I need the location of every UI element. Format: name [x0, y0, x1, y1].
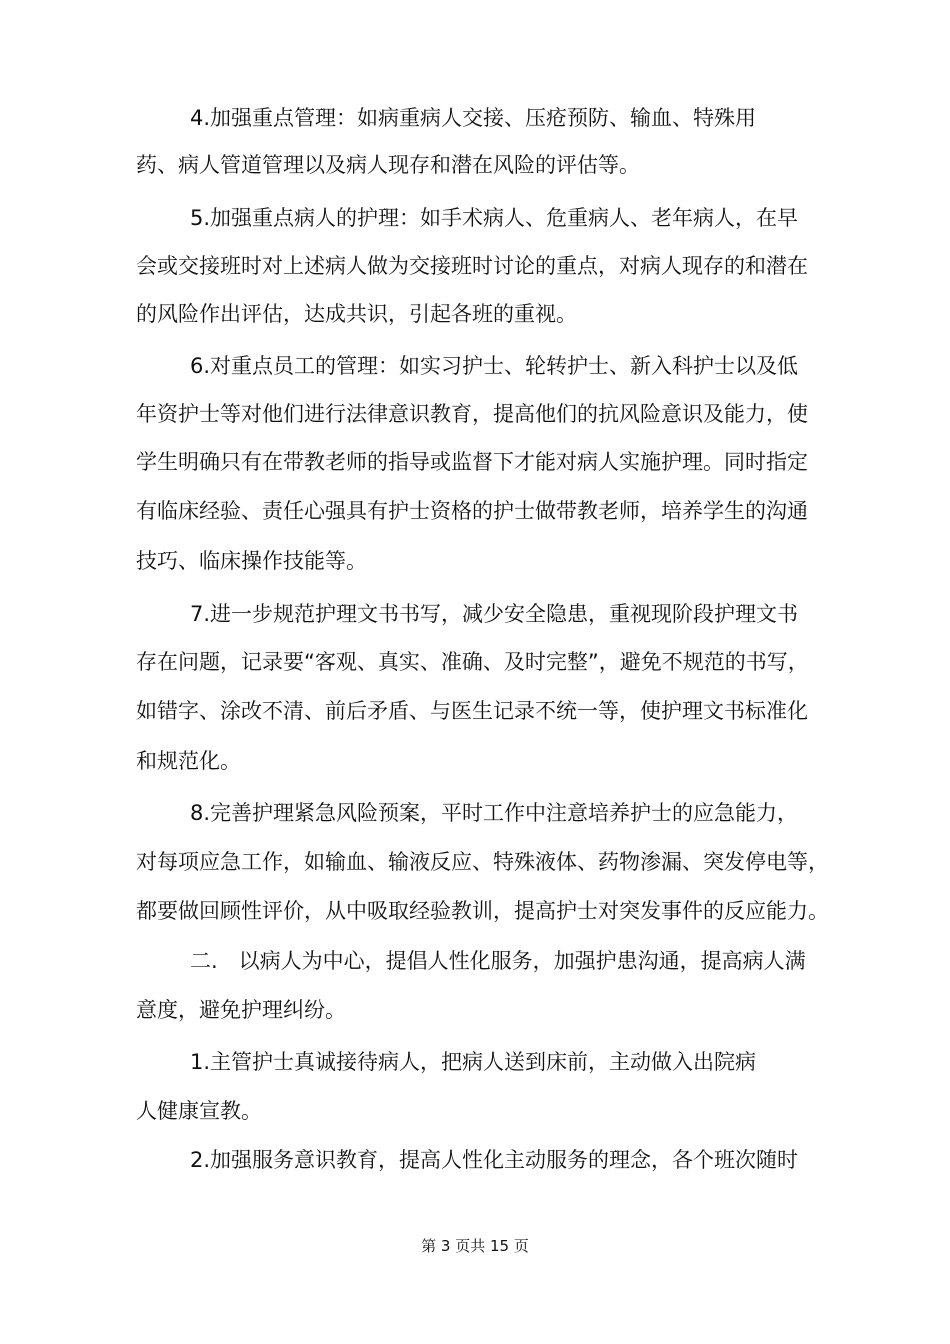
text-line: 药、病人管道管理以及病人现存和潜在风险的评估等。: [136, 153, 640, 177]
text-line: 如错字、涂改不清、前后矛盾、与医生记录不统一等，使护理文书标准化: [136, 699, 808, 723]
text-line: 都要做回顾性评价，从中吸取经验教训，提高护士对突发事件的反应能力。: [136, 899, 829, 923]
text-line: 5.加强重点病人的护理：如手术病人、危重病人、老年病人，在早: [190, 206, 799, 230]
text-line: 7.进一步规范护理文书书写，减少安全隐患，重视现阶段护理文书: [190, 602, 799, 626]
text-line: 8.完善护理紧急风险预案，平时工作中注意培养护士的应急能力，: [190, 801, 799, 825]
text-line: 6.对重点员工的管理：如实习护士、轮转护士、新入科护士以及低: [190, 354, 799, 378]
text-line: 技巧、临床操作技能等。: [136, 549, 367, 573]
text-line: 学生明确只有在带教老师的指导或监督下才能对病人实施护理。同时指定: [136, 450, 808, 474]
text-line: 会或交接班时对上述病人做为交接班时讨论的重点，对病人现存的和潜在: [136, 254, 808, 278]
page-number-footer: 第 3 页共 15 页: [421, 1237, 529, 1255]
section-heading: 二. 以病人为中心，提倡人性化服务，加强护患沟通，提高病人满: [190, 949, 806, 973]
text-line: 年资护士等对他们进行法律意识教育，提高他们的抗风险意识及能力，使: [136, 402, 808, 426]
text-line: 的风险作出评估，达成共识，引起各班的重视。: [136, 302, 577, 326]
text-line: 有临床经验、责任心强具有护士资格的护士做带教老师，培养学生的沟通: [136, 499, 808, 523]
text-line: 2.加强服务意识教育，提高人性化主动服务的理念，各个班次随时: [190, 1148, 799, 1172]
text-line: 意度，避免护理纠纷。: [136, 998, 346, 1022]
text-line: 存在问题，记录要“客观、真实、准确、及时完整”，避免不规范的书写，: [136, 650, 809, 674]
text-line: 和规范化。: [136, 749, 241, 773]
text-line: 人健康宣教。: [136, 1099, 262, 1123]
text-line: 对每项应急工作，如输血、输液反应、特殊液体、药物渗漏、突发停电等，: [136, 850, 829, 874]
text-line: 1.主管护士真诚接待病人，把病人送到床前，主动做入出院病: [190, 1050, 757, 1074]
text-line: 4.加强重点管理：如病重病人交接、压疮预防、输血、特殊用: [190, 106, 757, 130]
